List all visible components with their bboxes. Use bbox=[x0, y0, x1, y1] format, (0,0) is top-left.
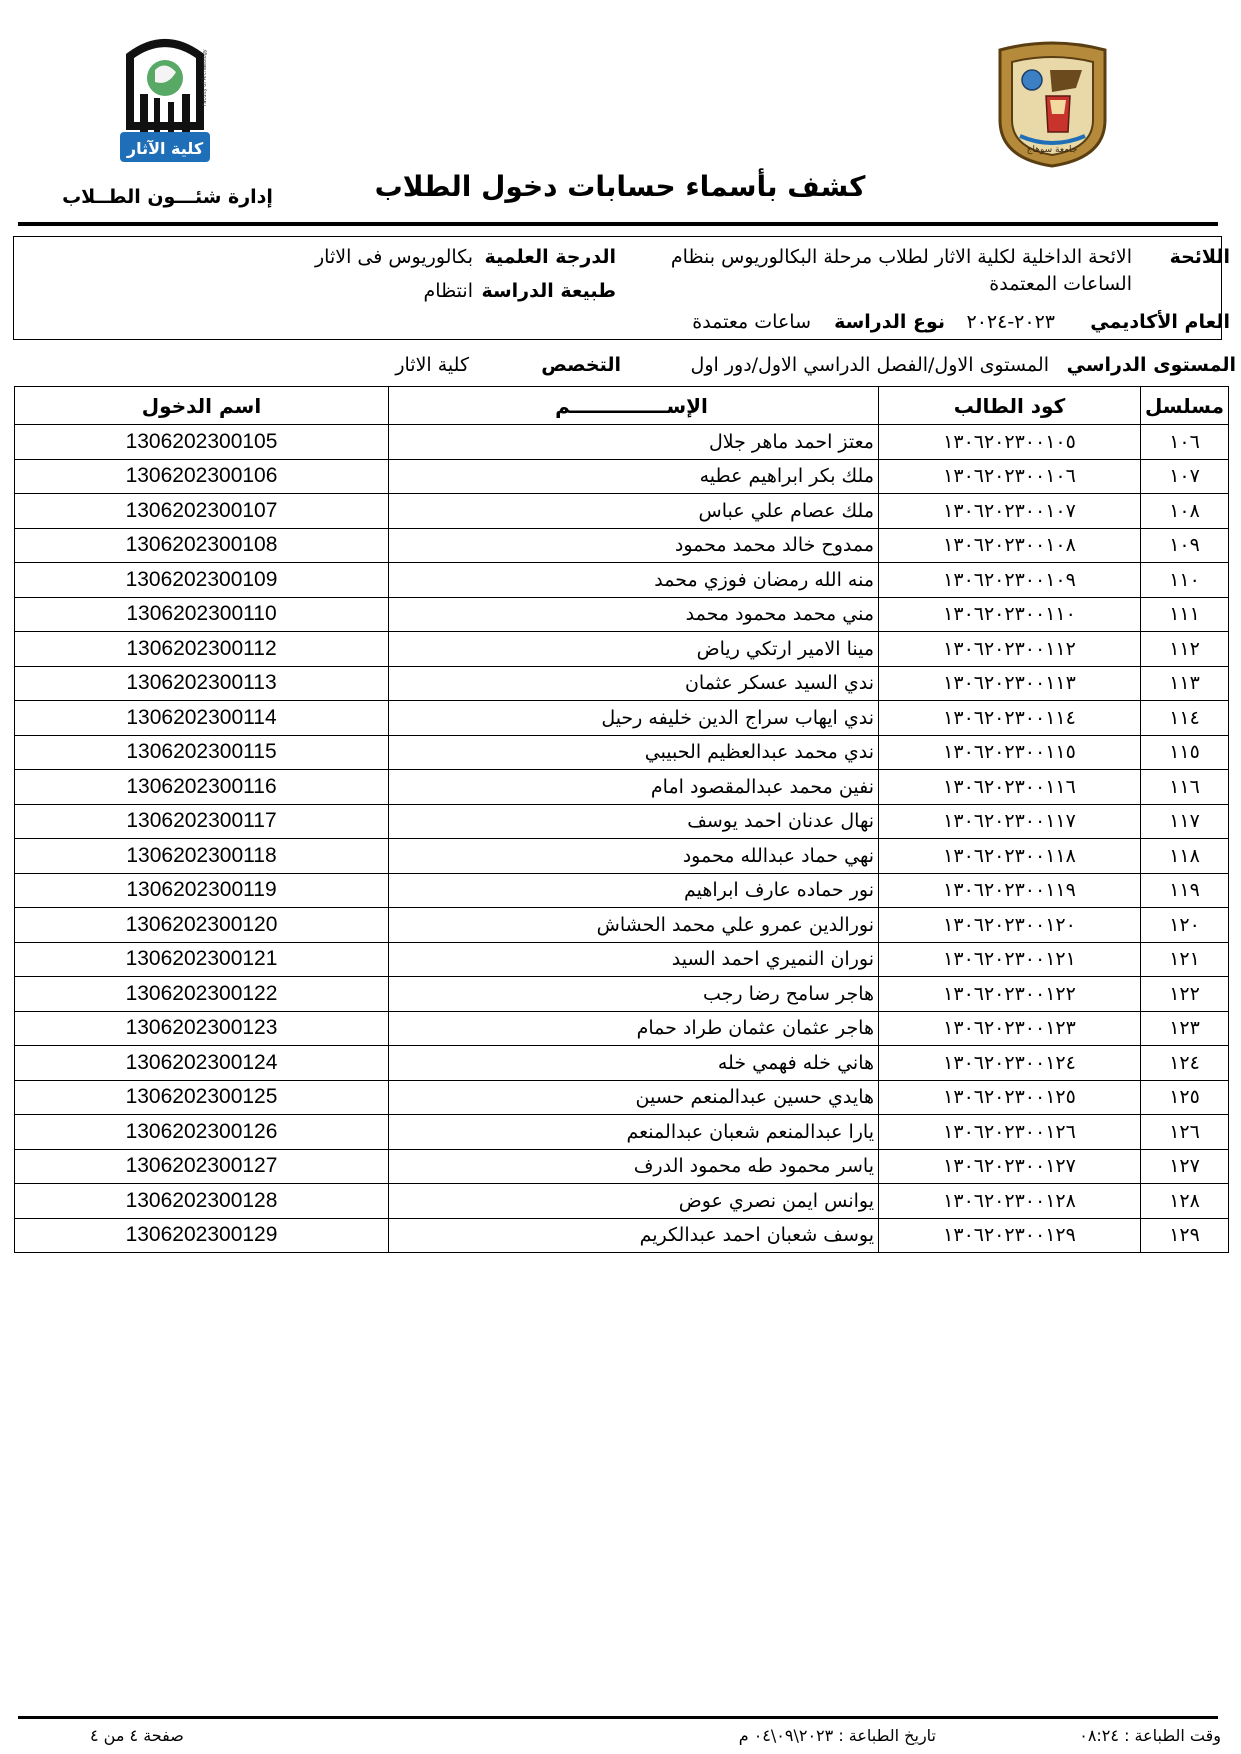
level-value: المستوى الاول/الفصل الدراسي الاول/دور اول bbox=[690, 354, 1049, 376]
cell-login-name: 1306202300126 bbox=[15, 1115, 389, 1150]
cell-login-name: 1306202300118 bbox=[15, 839, 389, 874]
header-student-code: كود الطالب bbox=[879, 387, 1141, 425]
svg-text:جامعة سوهاج: جامعة سوهاج bbox=[1026, 145, 1078, 155]
cell-student-code: ١٣٠٦٢٠٢٣٠٠١١٩ bbox=[879, 873, 1141, 908]
cell-login-name: 1306202300119 bbox=[15, 873, 389, 908]
cell-name: معتز احمد ماهر جلال bbox=[389, 425, 879, 460]
cell-login-name: 1306202300110 bbox=[15, 597, 389, 632]
university-seal-logo bbox=[990, 40, 1115, 168]
cell-login-name: 1306202300120 bbox=[15, 908, 389, 943]
document-title: كشف بأسماء حسابات دخول الطلاب bbox=[374, 170, 866, 203]
table-row bbox=[15, 735, 1229, 770]
cell-name: يارا عبدالمنعم شعبان عبدالمنعم bbox=[389, 1115, 879, 1150]
degree-value: بكالوريوس فى الاثار bbox=[314, 246, 473, 268]
cell-student-code: ١٣٠٦٢٠٢٣٠٠١٠٦ bbox=[879, 459, 1141, 494]
academic-year-label: العام الأكاديمي bbox=[1090, 311, 1230, 333]
cell-login-name: 1306202300113 bbox=[15, 666, 389, 701]
cell-name: ياسر محمود طه محمود الدرف bbox=[389, 1149, 879, 1184]
table-row bbox=[15, 597, 1229, 632]
degree-label: الدرجة العلمية bbox=[484, 246, 616, 268]
cell-student-code: ١٣٠٦٢٠٢٣٠٠١١٨ bbox=[879, 839, 1141, 874]
cell-serial: ١١٧ bbox=[1141, 804, 1229, 839]
cell-serial: ١١١ bbox=[1141, 597, 1229, 632]
cell-name: يوانس ايمن نصري عوض bbox=[389, 1184, 879, 1219]
level-label: المستوى الدراسي bbox=[1066, 354, 1236, 376]
cell-login-name: 1306202300112 bbox=[15, 632, 389, 667]
study-type-label: نوع الدراسة bbox=[834, 311, 945, 333]
cell-student-code: ١٣٠٦٢٠٢٣٠٠١٢٩ bbox=[879, 1218, 1141, 1253]
table-row bbox=[15, 1149, 1229, 1184]
print-date: تاريخ الطباعة : ٢٠٢٣\٠٩\٠٤ م bbox=[738, 1726, 936, 1745]
svg-text:كلية الآثار: كلية الآثار bbox=[126, 139, 204, 158]
cell-login-name: 1306202300115 bbox=[15, 735, 389, 770]
cell-name: نورالدين عمرو علي محمد الحشاش bbox=[389, 908, 879, 943]
cell-serial: ١٠٨ bbox=[1141, 494, 1229, 529]
cell-student-code: ١٣٠٦٢٠٢٣٠٠١٠٩ bbox=[879, 563, 1141, 598]
academic-year-value: ٢٠٢٣-٢٠٢٤ bbox=[966, 311, 1055, 333]
cell-login-name: 1306202300129 bbox=[15, 1218, 389, 1253]
table-row bbox=[15, 770, 1229, 805]
cell-student-code: ١٣٠٦٢٠٢٣٠٠١١٢ bbox=[879, 632, 1141, 667]
cell-student-code: ١٣٠٦٢٠٢٣٠٠١٠٧ bbox=[879, 494, 1141, 529]
cell-login-name: 1306202300109 bbox=[15, 563, 389, 598]
table-row bbox=[15, 1115, 1229, 1150]
cell-serial: ١١٣ bbox=[1141, 666, 1229, 701]
cell-name: ندي السيد عسكر عثمان bbox=[389, 666, 879, 701]
cell-login-name: 1306202300117 bbox=[15, 804, 389, 839]
table-row bbox=[15, 804, 1229, 839]
table-row bbox=[15, 701, 1229, 736]
cell-login-name: 1306202300105 bbox=[15, 425, 389, 460]
cell-name: نوران النميري احمد السيد bbox=[389, 942, 879, 977]
cell-serial: ١١٩ bbox=[1141, 873, 1229, 908]
table-row bbox=[15, 839, 1229, 874]
study-type-value: ساعات معتمدة bbox=[692, 311, 811, 333]
cell-name: ندي ايهاب سراج الدين خليفه رحيل bbox=[389, 701, 879, 736]
table-row bbox=[15, 1080, 1229, 1115]
cell-serial: ١٢٤ bbox=[1141, 1046, 1229, 1081]
header-name: الإســــــــــــــم bbox=[389, 387, 879, 425]
cell-name: نهال عدنان احمد يوسف bbox=[389, 804, 879, 839]
cell-student-code: ١٣٠٦٢٠٢٣٠٠١١٤ bbox=[879, 701, 1141, 736]
table-row bbox=[15, 563, 1229, 598]
regulation-label: اللائحة bbox=[1169, 246, 1230, 268]
table-row bbox=[15, 873, 1229, 908]
cell-serial: ١٠٦ bbox=[1141, 425, 1229, 460]
cell-name: هاني خله فهمي خله bbox=[389, 1046, 879, 1081]
table-row bbox=[15, 1184, 1229, 1219]
cell-student-code: ١٣٠٦٢٠٢٣٠٠١٢٧ bbox=[879, 1149, 1141, 1184]
cell-serial: ١٢٣ bbox=[1141, 1011, 1229, 1046]
page-number: صفحة ٤ من ٤ bbox=[90, 1726, 184, 1745]
cell-login-name: 1306202300107 bbox=[15, 494, 389, 529]
cell-name: ندي محمد عبدالعظيم الحبيبي bbox=[389, 735, 879, 770]
cell-serial: ١٠٧ bbox=[1141, 459, 1229, 494]
cell-student-code: ١٣٠٦٢٠٢٣٠٠١٠٥ bbox=[879, 425, 1141, 460]
cell-serial: ١٢٧ bbox=[1141, 1149, 1229, 1184]
table-row bbox=[15, 632, 1229, 667]
cell-student-code: ١٣٠٦٢٠٢٣٠٠١١٠ bbox=[879, 597, 1141, 632]
table-row bbox=[15, 1011, 1229, 1046]
cell-serial: ١٢٥ bbox=[1141, 1080, 1229, 1115]
cell-student-code: ١٣٠٦٢٠٢٣٠٠١٢٤ bbox=[879, 1046, 1141, 1081]
table-row bbox=[15, 977, 1229, 1012]
cell-login-name: 1306202300108 bbox=[15, 528, 389, 563]
table-row bbox=[15, 1046, 1229, 1081]
cell-student-code: ١٣٠٦٢٠٢٣٠٠١٠٨ bbox=[879, 528, 1141, 563]
cell-student-code: ١٣٠٦٢٠٢٣٠٠١٢٨ bbox=[879, 1184, 1141, 1219]
cell-name: يوسف شعبان احمد عبدالكريم bbox=[389, 1218, 879, 1253]
cell-student-code: ١٣٠٦٢٠٢٣٠٠١٢٦ bbox=[879, 1115, 1141, 1150]
cell-student-code: ١٣٠٦٢٠٢٣٠٠١٢٣ bbox=[879, 1011, 1141, 1046]
cell-serial: ١١٠ bbox=[1141, 563, 1229, 598]
cell-serial: ١١٨ bbox=[1141, 839, 1229, 874]
cell-login-name: 1306202300125 bbox=[15, 1080, 389, 1115]
cell-student-code: ١٣٠٦٢٠٢٣٠٠١٢٥ bbox=[879, 1080, 1141, 1115]
cell-serial: ١٢١ bbox=[1141, 942, 1229, 977]
cell-name: ملك عصام علي عباس bbox=[389, 494, 879, 529]
department-name: إدارة شئـــون الطــلاب bbox=[62, 186, 273, 208]
cell-login-name: 1306202300123 bbox=[15, 1011, 389, 1046]
table-header-row bbox=[15, 387, 1229, 425]
table-row bbox=[15, 908, 1229, 943]
cell-name: مني محمد محمود محمد bbox=[389, 597, 879, 632]
cell-student-code: ١٣٠٦٢٠٢٣٠٠١٢٠ bbox=[879, 908, 1141, 943]
svg-text:Faculty of Archaeology: Faculty of Archaeology bbox=[202, 49, 208, 106]
cell-serial: ١٢٩ bbox=[1141, 1218, 1229, 1253]
specialization-label: التخصص bbox=[541, 354, 621, 376]
cell-student-code: ١٣٠٦٢٠٢٣٠٠١١٣ bbox=[879, 666, 1141, 701]
table-row bbox=[15, 942, 1229, 977]
cell-login-name: 1306202300122 bbox=[15, 977, 389, 1012]
cell-name: نهي حماد عبدالله محمود bbox=[389, 839, 879, 874]
cell-login-name: 1306202300116 bbox=[15, 770, 389, 805]
cell-serial: ١٢٢ bbox=[1141, 977, 1229, 1012]
specialization-value: كلية الاثار bbox=[395, 354, 469, 376]
header-login-name: اسم الدخول bbox=[15, 387, 389, 425]
cell-login-name: 1306202300124 bbox=[15, 1046, 389, 1081]
cell-student-code: ١٣٠٦٢٠٢٣٠٠١١٧ bbox=[879, 804, 1141, 839]
study-nature-value: انتظام bbox=[423, 280, 473, 302]
cell-name: هايدي حسين عبدالمنعم حسين bbox=[389, 1080, 879, 1115]
table-row bbox=[15, 666, 1229, 701]
cell-login-name: 1306202300114 bbox=[15, 701, 389, 736]
regulation-value-line1: الائحة الداخلية لكلية الاثار لطلاب مرحلة البكالوريوس بنظام bbox=[670, 246, 1132, 268]
print-time: وقت الطباعة : ٠٨:٢٤ bbox=[1079, 1726, 1221, 1745]
cell-login-name: 1306202300121 bbox=[15, 942, 389, 977]
cell-serial: ١١٤ bbox=[1141, 701, 1229, 736]
cell-serial: ١٢٦ bbox=[1141, 1115, 1229, 1150]
table-row bbox=[15, 1218, 1229, 1253]
footer-divider bbox=[18, 1716, 1218, 1719]
cell-name: مينا الامير ارتكي رياض bbox=[389, 632, 879, 667]
cell-login-name: 1306202300106 bbox=[15, 459, 389, 494]
cell-login-name: 1306202300128 bbox=[15, 1184, 389, 1219]
cell-student-code: ١٣٠٦٢٠٢٣٠٠١١٥ bbox=[879, 735, 1141, 770]
cell-name: نور حماده عارف ابراهيم bbox=[389, 873, 879, 908]
cell-student-code: ١٣٠٦٢٠٢٣٠٠١٢٢ bbox=[879, 977, 1141, 1012]
cell-student-code: ١٣٠٦٢٠٢٣٠٠١١٦ bbox=[879, 770, 1141, 805]
table-row bbox=[15, 494, 1229, 529]
cell-serial: ١٠٩ bbox=[1141, 528, 1229, 563]
students-table bbox=[14, 386, 1229, 1253]
header-divider bbox=[18, 222, 1218, 226]
cell-serial: ١٢٠ bbox=[1141, 908, 1229, 943]
cell-name: هاجر عثمان عثمان طراد حمام bbox=[389, 1011, 879, 1046]
cell-serial: ١١٥ bbox=[1141, 735, 1229, 770]
study-nature-label: طبيعة الدراسة bbox=[481, 280, 616, 302]
header-serial: مسلسل bbox=[1141, 387, 1229, 425]
faculty-logo bbox=[110, 36, 220, 166]
table-row bbox=[15, 425, 1229, 460]
table-row bbox=[15, 459, 1229, 494]
regulation-value-line2: الساعات المعتمدة bbox=[989, 273, 1132, 295]
cell-name: منه الله رمضان فوزي محمد bbox=[389, 563, 879, 598]
cell-name: ملك بكر ابراهيم عطيه bbox=[389, 459, 879, 494]
cell-serial: ١١٦ bbox=[1141, 770, 1229, 805]
cell-name: هاجر سامح رضا رجب bbox=[389, 977, 879, 1012]
cell-name: نفين محمد عبدالمقصود امام bbox=[389, 770, 879, 805]
cell-serial: ١٢٨ bbox=[1141, 1184, 1229, 1219]
cell-login-name: 1306202300127 bbox=[15, 1149, 389, 1184]
cell-serial: ١١٢ bbox=[1141, 632, 1229, 667]
cell-student-code: ١٣٠٦٢٠٢٣٠٠١٢١ bbox=[879, 942, 1141, 977]
table-row bbox=[15, 528, 1229, 563]
cell-name: ممدوح خالد محمد محمود bbox=[389, 528, 879, 563]
